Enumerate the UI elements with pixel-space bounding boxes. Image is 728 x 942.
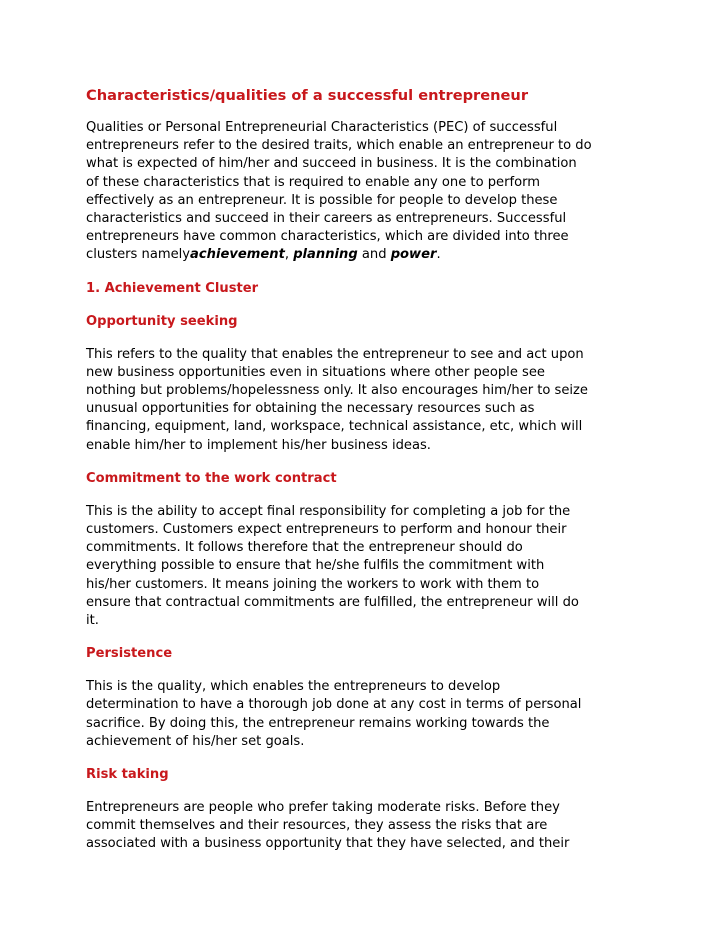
- paragraph-line: This is the quality, which enables the entrepreneurs to develop: [86, 679, 501, 695]
- paragraph-line: sacrifice. By doing this, the entrepreneur remains working towards the: [86, 715, 550, 731]
- paragraph-line: everything possible to ensure that he/she fulfils the commitment with: [86, 558, 545, 574]
- cluster-achievement: achievement: [190, 247, 285, 263]
- paragraph-line: This refers to the quality that enables the entrepreneur to see and act upon: [86, 346, 584, 362]
- intro-line: characteristics and succeed in their careers as entrepreneurs. Successful: [86, 211, 567, 227]
- intro-line: Qualities or Personal Entrepreneurial Characteristics (PEC) of successful: [86, 120, 558, 135]
- paragraph-line: This is the ability to accept final responsibility for completing a job for the: [86, 503, 571, 519]
- cluster-power: power: [390, 247, 437, 263]
- separator: ,: [284, 247, 294, 263]
- cluster-planning: planning: [293, 247, 358, 263]
- sentence-end: .: [436, 247, 441, 263]
- paragraph-line: associated with a business opportunity that they have selected, and their: [86, 836, 570, 852]
- intro-line: entrepreneurs refer to the desired traits, which enable an entrepreneur to do: [86, 138, 592, 154]
- separator: and: [357, 247, 391, 263]
- paragraph-line: financing, equipment, land, workspace, technical assistance, etc, which will: [86, 419, 583, 435]
- intro-line: effectively as an entrepreneur. It is possible for people to develop these: [86, 192, 558, 208]
- paragraph-line: commit themselves and their resources, they assess the risks that are: [86, 818, 548, 834]
- cluster-heading: 1. Achievement Cluster: [86, 280, 259, 296]
- document-page: [86, 86, 646, 869]
- paragraph-line: enable him/her to implement his/her business ideas.: [86, 437, 431, 453]
- section-paragraph-commitment: [86, 503, 646, 630]
- paragraph-line: achievement of his/her set goals.: [86, 733, 305, 749]
- section-paragraph-risk-taking: [86, 799, 646, 854]
- paragraph-line: customers. Customers expect entrepreneurs to perform and honour their: [86, 522, 567, 538]
- paragraph-line: commitments. It follows therefore that the entrepreneur should do: [86, 540, 523, 556]
- intro-last-line-prefix: clusters namely: [86, 247, 191, 263]
- paragraph-line: new business opportunities even in situations where other people see: [86, 364, 545, 380]
- paragraph-line: unusual opportunities for obtaining the necessary resources such as: [86, 401, 535, 417]
- intro-paragraph: [86, 119, 646, 265]
- intro-line: of these characteristics that is required to enable any one to perform: [86, 174, 541, 190]
- section-heading-risk-taking: Risk taking: [86, 767, 169, 783]
- section-heading-commitment: Commitment to the work contract: [86, 470, 337, 486]
- paragraph-line: it.: [86, 613, 99, 629]
- paragraph-line: nothing but problems/hopelessness only. It also encourages him/her to seize: [86, 383, 588, 399]
- intro-line: entrepreneurs have common characteristics, which are divided into three: [86, 229, 569, 245]
- section-heading-opportunity-seeking: Opportunity seeking: [86, 313, 238, 329]
- document-title: Characteristics/qualities of a successful entrepreneur: [86, 87, 529, 104]
- intro-line: what is expected of him/her and succeed in business. It is the combination: [86, 156, 577, 172]
- paragraph-line: determination to have a thorough job done at any cost in terms of personal: [86, 697, 582, 713]
- section-heading-persistence: Persistence: [86, 646, 173, 662]
- paragraph-line: his/her customers. It means joining the workers to work with them to: [86, 576, 540, 592]
- intro-last-line: [86, 246, 646, 264]
- paragraph-line: Entrepreneurs are people who prefer taking moderate risks. Before they: [86, 800, 560, 816]
- section-paragraph-persistence: [86, 678, 646, 751]
- paragraph-line: ensure that contractual commitments are fulfilled, the entrepreneur will do: [86, 594, 579, 610]
- section-paragraph-opportunity-seeking: [86, 346, 646, 455]
